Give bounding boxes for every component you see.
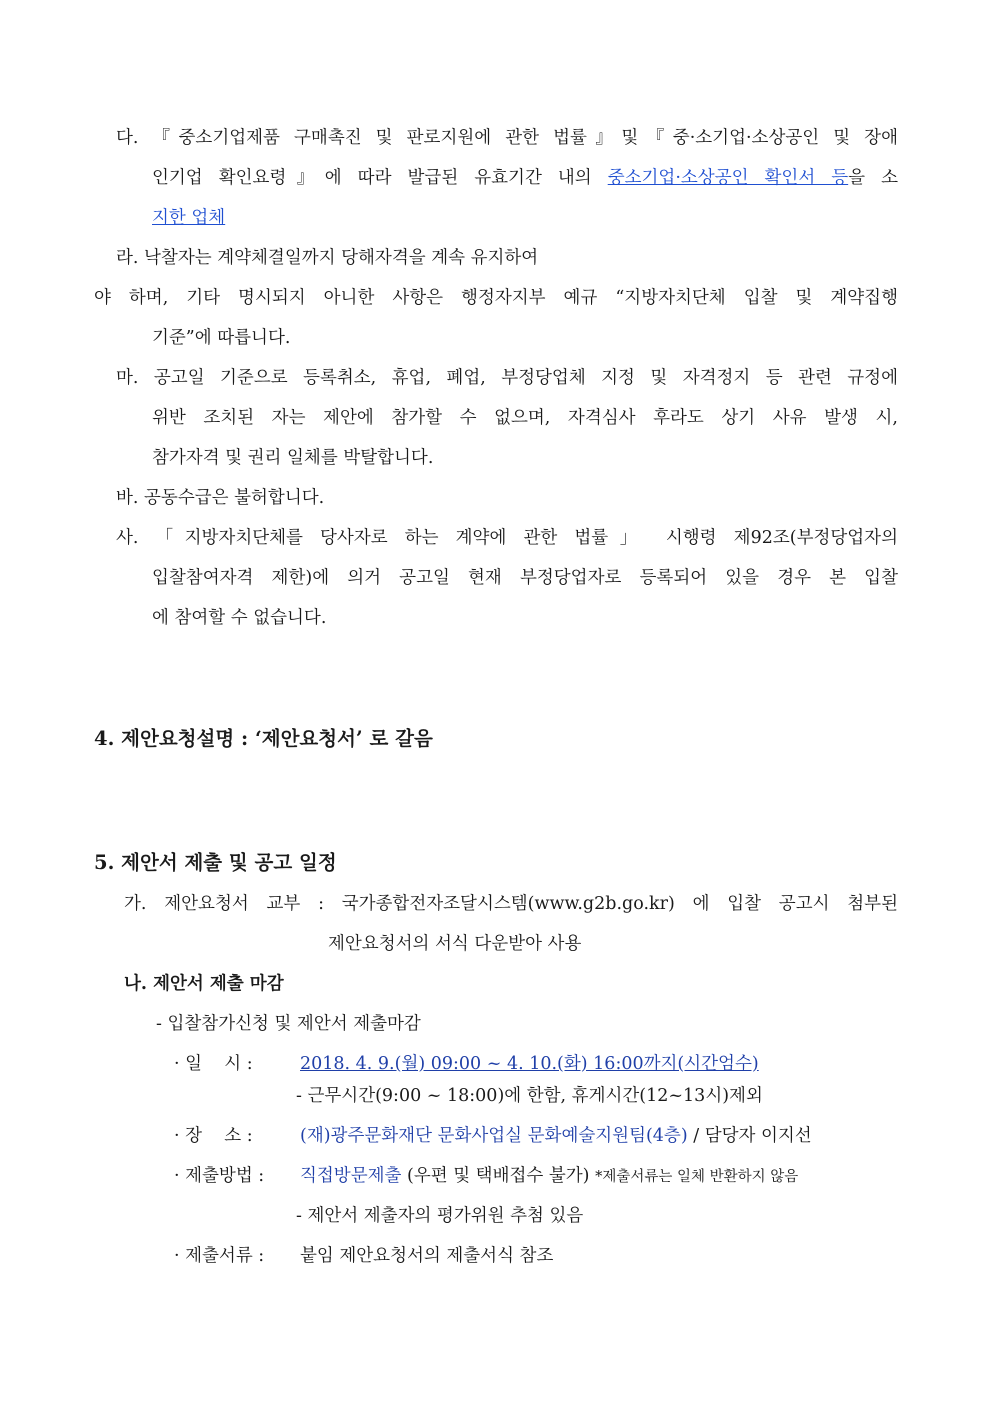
item-da-line3 xyxy=(152,206,225,230)
sme-certificate-link-cont[interactable]: 지한 업체 xyxy=(152,208,226,228)
item-da-line1: 다. 『중소기업제품 구매촉진 및 판로지원에 관한 법률』및『중·소기업·소상공인 및 장애 xyxy=(116,128,898,148)
item-ba-line1: 바. 공동수급은 불허합니다. xyxy=(116,488,325,508)
method-value: 직접방문제출 xyxy=(300,1166,402,1186)
item-ga-line2: 제안요청서의 서식 다운받아 사용 xyxy=(328,934,582,954)
item-sa-line2: 입찰참여자격 제한)에 의거 공고일 현재 부정당업자로 등록되어 있을 경우 본 입찰 xyxy=(152,568,898,588)
section5-heading: 5. 제안서 제출 및 공고 일정 xyxy=(94,851,337,874)
item-ma-line1: 마. 공고일 기준으로 등록취소, 휴업, 폐업, 부정당업체 지정 및 자격정지 등 관련 규정에 xyxy=(116,368,898,388)
place-value: (재)광주문화재단 문화사업실 문화예술지원팀(4층) xyxy=(300,1126,688,1146)
method-label: · 제출방법 : xyxy=(174,1166,265,1186)
item-da-line2-tail: 을 소 xyxy=(848,168,898,188)
place-label: · 장 소 : xyxy=(174,1126,253,1146)
item-na-sub: - 입찰참가신청 및 제안서 제출마감 xyxy=(156,1014,421,1034)
date-value: 2018. 4. 9.(월) 09:00 ~ 4. 10.(화) 16:00까지(시간엄수) xyxy=(300,1054,759,1074)
method-note: *제출서류는 일체 반환하지 않음 xyxy=(595,1169,799,1185)
item-na-title: 나. 제안서 제출 마감 xyxy=(124,974,284,994)
method-sub: - 제안서 제출자의 평가위원 추첨 있음 xyxy=(296,1206,584,1226)
item-ga-line1: 가. 제안요청서 교부 : 국가종합전자조달시스템(www.g2b.go.kr) 에 입찰 공고시 첨부된 xyxy=(124,894,898,914)
item-ma-line3: 참가자격 및 권리 일체를 박탈합니다. xyxy=(152,448,434,468)
docs-label: · 제출서류 : xyxy=(174,1246,265,1266)
item-ra-line1: 라. 낙찰자는 계약체결일까지 당해자격을 계속 유지하여 xyxy=(116,248,539,268)
place-line xyxy=(300,1124,812,1148)
item-sa-line3: 에 참여할 수 없습니다. xyxy=(152,608,327,628)
item-sa-line1: 사. 「지방자치단체를 당사자로 하는 계약에 관한 법률」 시행령 제92조(부정당업자의 xyxy=(116,528,898,548)
item-ra-line3: 기준”에 따릅니다. xyxy=(152,328,291,348)
section4-heading: 4. 제안요청설명 : ‘제안요청서’ 로 갈음 xyxy=(94,727,433,750)
item-ra-line2: 야 하며, 기타 명시되지 아니한 사항은 행정자지부 예규 “지방자치단체 입찰 및 계약집행 xyxy=(94,288,898,308)
sme-certificate-link[interactable]: 중소기업·소상공인 확인서 등 xyxy=(607,168,849,188)
item-da-line2-text: 인기업 확인요령』에 따라 발급된 유효기간 내의 xyxy=(152,168,608,188)
item-ma-line2: 위반 조치된 자는 제안에 참가할 수 없으며, 자격심사 후라도 상기 사유 발생 시, xyxy=(152,408,898,428)
place-contact: / 담당자 이지선 xyxy=(687,1126,812,1146)
method-line xyxy=(300,1164,798,1189)
date-label: · 일 시 : xyxy=(174,1054,253,1074)
item-da-line2 xyxy=(152,166,898,190)
date-note: - 근무시간(9:00 ~ 18:00)에 한함, 휴게시간(12~13시)제외 xyxy=(296,1086,763,1106)
method-paren: (우편 및 택배접수 불가) xyxy=(401,1166,596,1186)
docs-value: 붙임 제안요청서의 제출서식 참조 xyxy=(300,1246,554,1266)
